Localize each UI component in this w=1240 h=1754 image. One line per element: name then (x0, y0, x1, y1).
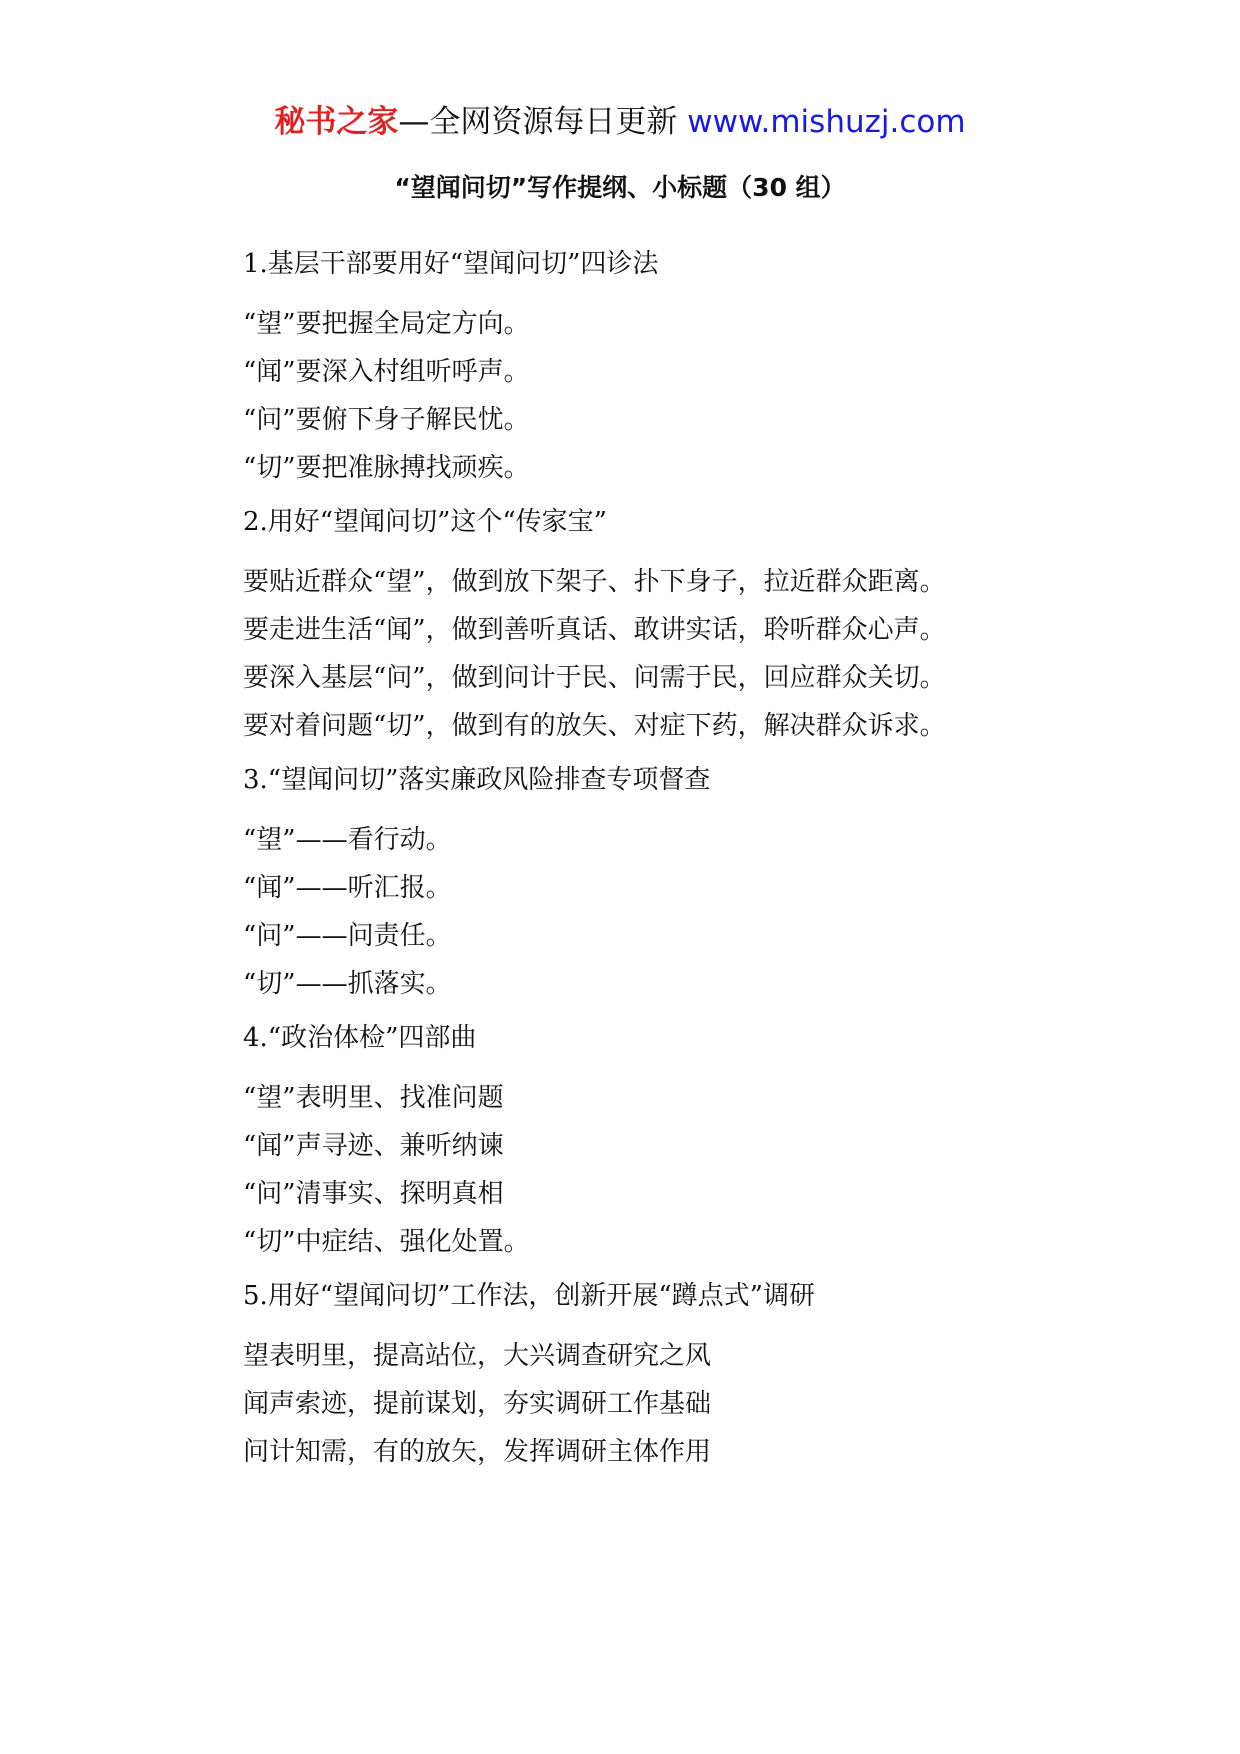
list-item: 要对着问题“切”，做到有的放矢、对症下药，解决群众诉求。 (243, 711, 946, 741)
list-item: “问”——问责任。 (243, 921, 452, 951)
list-item: 要深入基层“问”，做到问计于民、问需于民，回应群众关切。 (243, 663, 946, 693)
section-4 (243, 1020, 1143, 1266)
section-heading: 5.用好“望闻问切”工作法，创新开展“蹲点式”调研 (243, 1281, 815, 1311)
list-item: “望”——看行动。 (243, 825, 452, 855)
list-item: 要走进生活“闻”，做到善听真话、敢讲实话，聆听群众心声。 (243, 615, 946, 645)
list-item: “切”——抓落实。 (243, 969, 452, 999)
list-item: 望表明里，提高站位，大兴调查研究之风 (243, 1341, 712, 1371)
list-item: “望”表明里、找准问题 (243, 1083, 504, 1113)
section-2 (243, 504, 1143, 750)
section-1 (243, 246, 1143, 492)
list-item: “望”要把握全局定方向。 (243, 309, 530, 339)
list-item: “问”清事实、探明真相 (243, 1179, 504, 1209)
section-heading: 4.“政治体检”四部曲 (243, 1023, 477, 1053)
list-item: “切”要把准脉搏找顽疾。 (243, 453, 530, 483)
list-item: 闻声索迹，提前谋划，夯实调研工作基础 (243, 1389, 712, 1419)
list-item: “闻”声寻迹、兼听纳谏 (243, 1131, 504, 1161)
section-5 (243, 1278, 1143, 1476)
section-3 (243, 762, 1143, 1008)
section-heading: 3.“望闻问切”落实廉政风险排查专项督查 (243, 765, 711, 795)
list-item: “闻”要深入村组听呼声。 (243, 357, 530, 387)
site-header (0, 100, 1240, 144)
document-body (243, 246, 1143, 1488)
document-title: “望闻问切”写作提纲、小标题（30 组） (394, 173, 846, 202)
list-item: “问”要俯下身子解民忧。 (243, 405, 530, 435)
list-item: 要贴近群众“望”，做到放下架子、扑下身子，拉近群众距离。 (243, 567, 946, 597)
site-brand: 秘书之家 (274, 104, 399, 140)
list-item: “闻”——听汇报。 (243, 873, 452, 903)
list-item: “切”中症结、强化处置。 (243, 1227, 530, 1257)
site-url-link[interactable]: www.mishuzj.com (687, 104, 966, 140)
list-item: 问计知需，有的放矢，发挥调研主体作用 (243, 1437, 712, 1467)
section-heading: 2.用好“望闻问切”这个“传家宝” (243, 507, 607, 537)
section-heading: 1.基层干部要用好“望闻问切”四诊法 (243, 249, 659, 279)
site-tagline: —全网资源每日更新 (398, 104, 688, 140)
